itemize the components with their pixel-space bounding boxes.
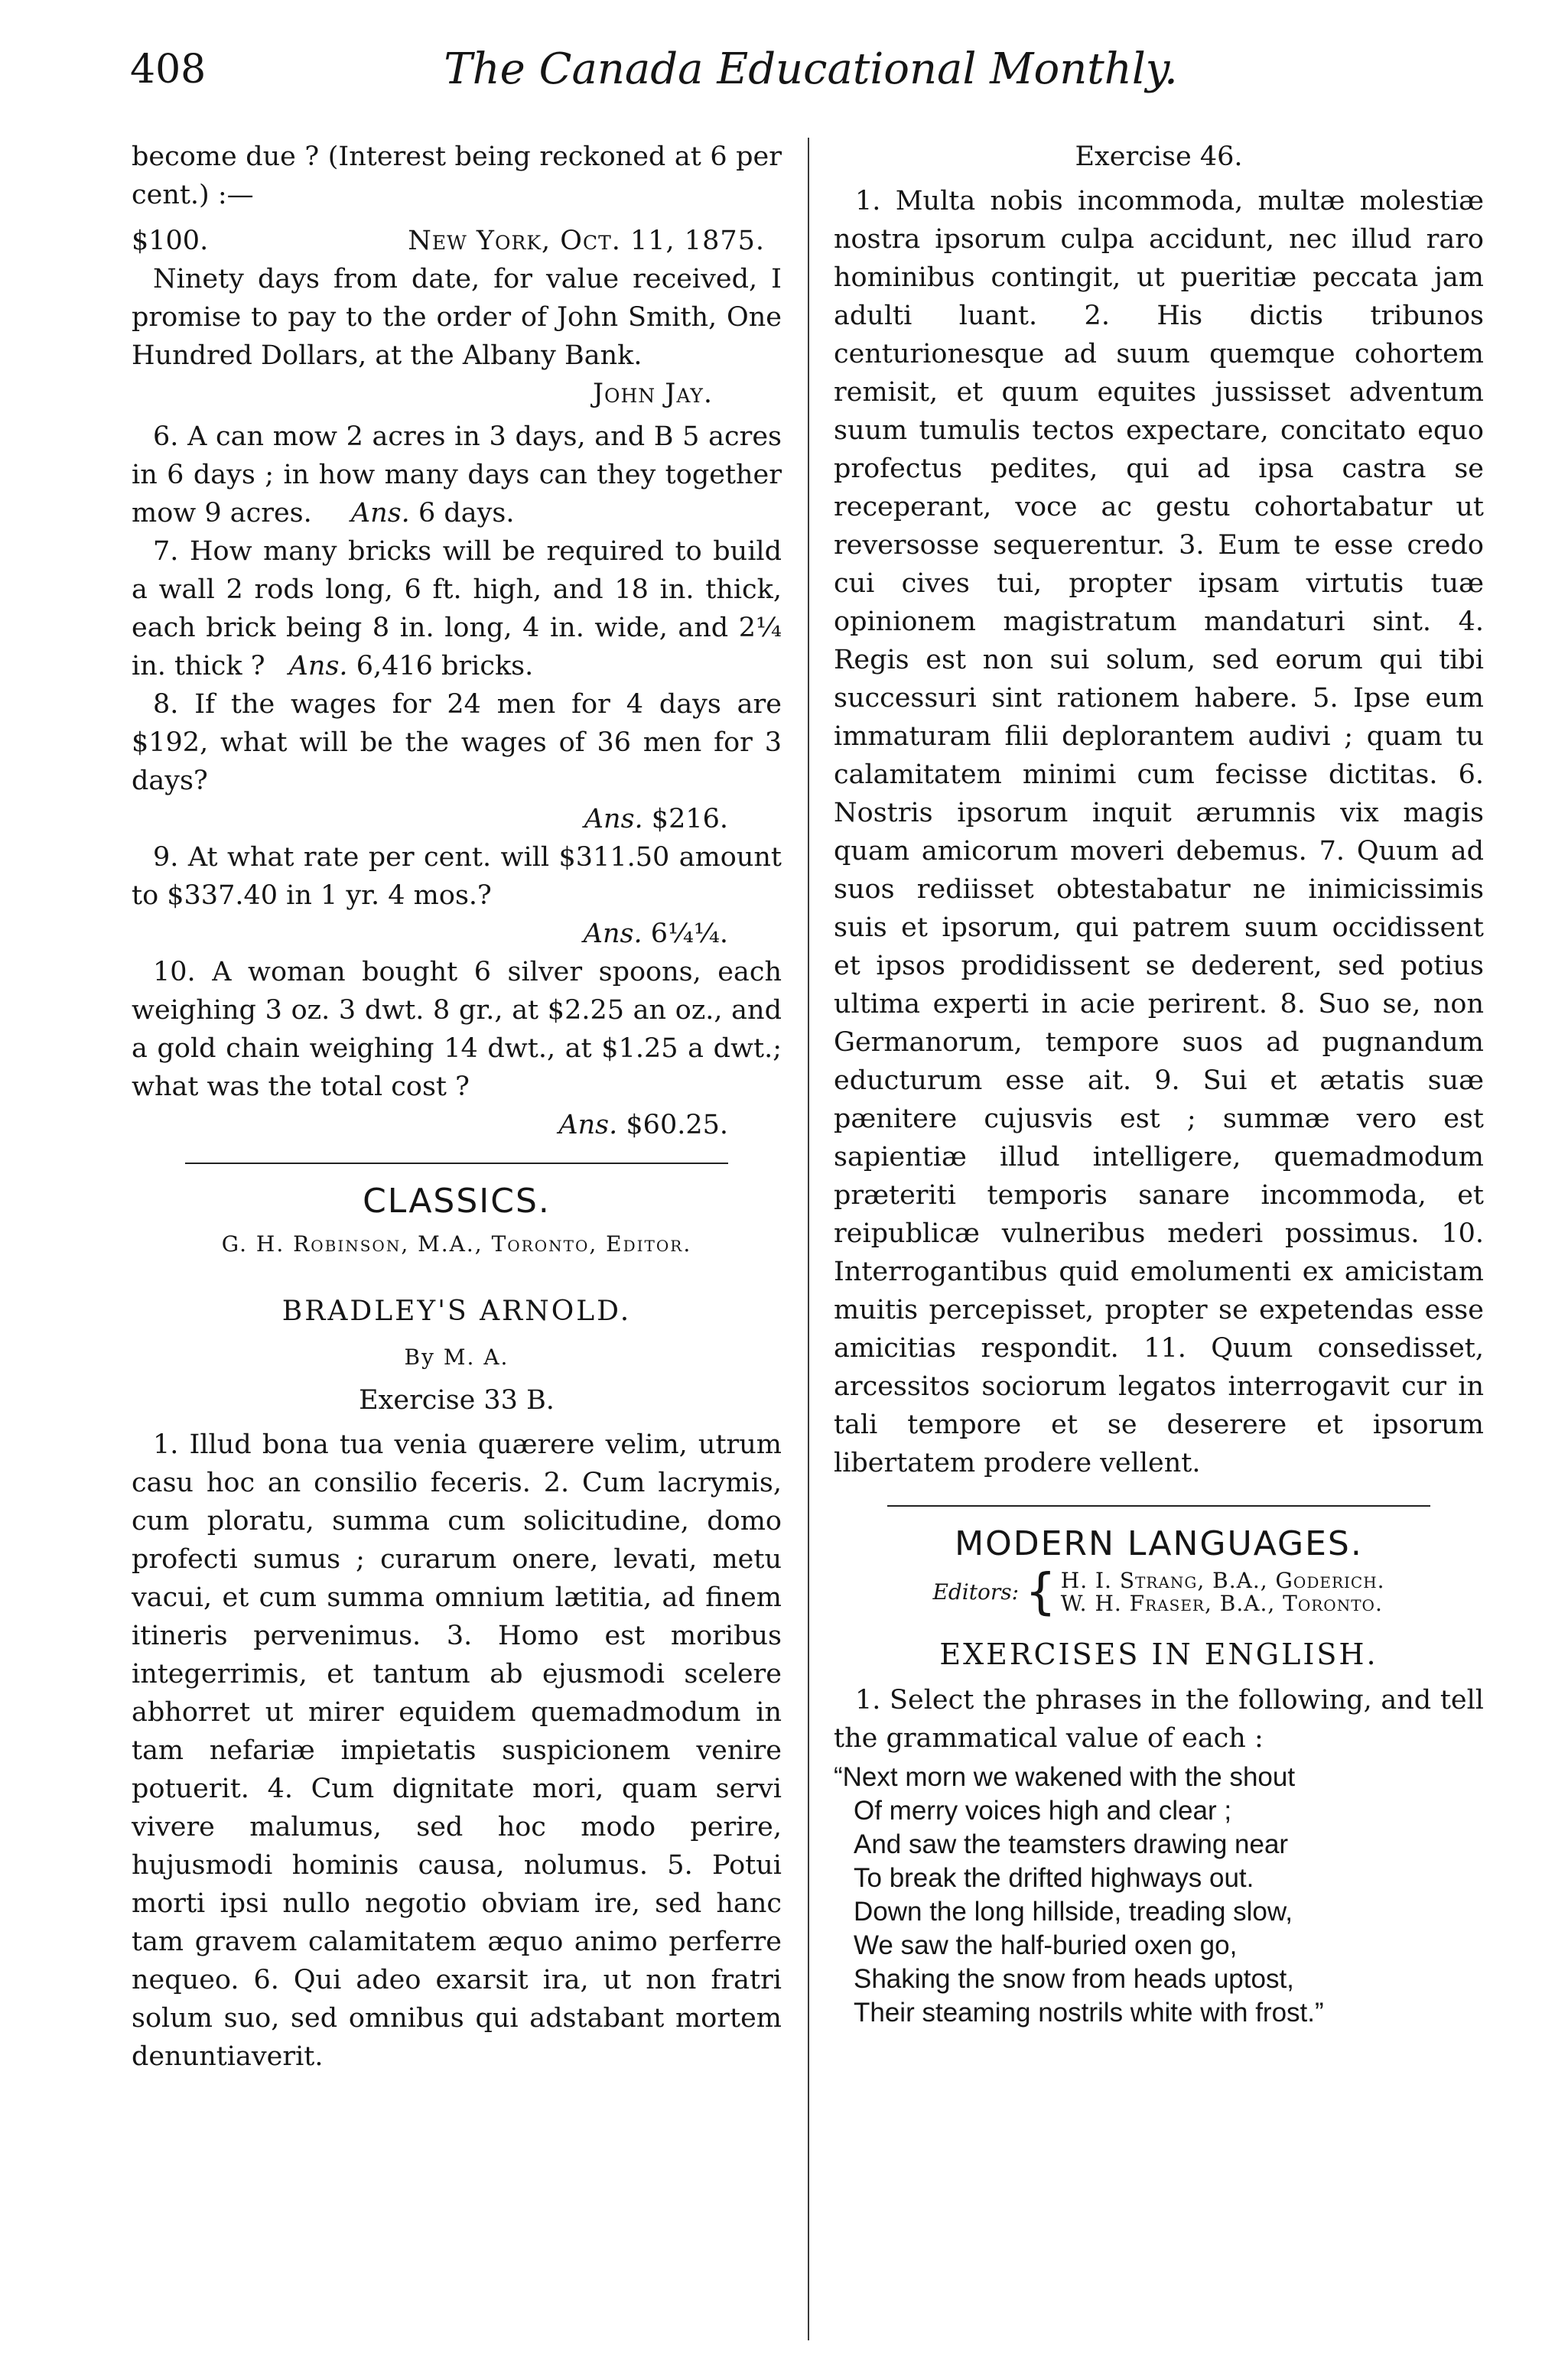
classics-editor: G. H. Robinson, M.A., Toronto, Editor.: [221, 1231, 692, 1257]
column-rule: [808, 138, 809, 2340]
editor-name: W. H. Fraser, B.A., Toronto.: [1060, 1591, 1383, 1616]
article-title: BRADLEY'S ARNOLD.: [281, 1296, 632, 1327]
poem-line: Shaking the snow from heads uptost,: [854, 1964, 1294, 1994]
answer-label: Ans.: [350, 498, 410, 528]
editors-label: Editors:: [932, 1579, 1020, 1605]
editor-names: [1061, 1569, 1385, 1615]
problem-text: 6. A can mow 2 acres in 3 days, and B 5 acres in 6 days ; in how many days can they together mow 9 acres.: [132, 421, 782, 528]
section-divider: [887, 1505, 1430, 1507]
exercise-heading: Exercise 46.: [1075, 141, 1243, 172]
problem-text: 8. If the wages for 24 men for 4 days are $192, what will be the wages of 36 men for 3 days?: [132, 689, 782, 796]
answer-label: Ans.: [558, 1110, 618, 1140]
modern-languages-heading: MODERN LANGUAGES.: [955, 1524, 1363, 1563]
answer-value: $60.25.: [626, 1110, 728, 1140]
journal-title: The Canada Educational Monthly.: [444, 44, 1178, 94]
answer-value: 6¼¼.: [650, 919, 728, 949]
promissory-note-heading: [132, 222, 782, 260]
note-amount: $100.: [132, 226, 209, 256]
problem-6: [132, 418, 782, 532]
note-signature: John Jay.: [592, 379, 713, 409]
note-place-date: New York, Oct. 11, 1875.: [408, 226, 765, 256]
classics-heading: CLASSICS.: [363, 1182, 551, 1221]
problem-10: [132, 953, 782, 1144]
left-column: [132, 138, 782, 2076]
page-header: [130, 43, 1492, 112]
question-1: 1. Select the phrases in the following, and tell the grammatical value of each :: [834, 1685, 1484, 1754]
answer-label: Ans.: [583, 919, 642, 949]
problem-7: [132, 532, 782, 685]
problem-text: 7. How many bricks will be required to build a wall 2 rods long, 6 ft. high, and 18 in. thick, each brick being 8 in. long, 4 in. wide, and 2¼ in. thick ?: [132, 536, 782, 681]
brace-glyph: {: [1025, 1564, 1056, 1621]
poem-line: Down the long hillside, treading slow,: [854, 1897, 1293, 1927]
exercise-heading: Exercise 33 B.: [359, 1385, 555, 1416]
poem-line: Of merry voices high and clear ;: [854, 1796, 1232, 1826]
editors-block: [834, 1564, 1484, 1621]
section-divider: [185, 1163, 728, 1164]
problem-8: [132, 685, 782, 838]
poem-line: To break the drifted highways out.: [854, 1863, 1254, 1893]
editor-name: H. I. Strang, B.A., Goderich.: [1060, 1568, 1385, 1593]
problem-text: 10. A woman bought 6 silver spoons, each weighing 3 oz. 3 dwt. 8 gr., at $2.25 an oz., and a gold chain weighing 14 dwt., at $1.25 a dwt.; what was the total cost ?: [132, 957, 782, 1102]
problem-continuation: become due ? (Interest being reckoned at 6 per cent.) :—: [132, 141, 782, 210]
exercises-heading: EXERCISES IN ENGLISH.: [939, 1637, 1378, 1671]
poem-line: And saw the teamsters drawing near: [854, 1829, 1289, 1859]
article-byline: By M. A.: [404, 1345, 509, 1370]
page-number: 408: [130, 47, 207, 93]
note-body: Ninety days from date, for value received, I promise to pay to the order of John Smith, One Hundred Dollars, at the Albany Bank.: [132, 264, 782, 371]
exercise-text: 1. Illud bona tua venia quærere velim, utrum casu hoc an consilio feceris. 2. Cum lacrymis, cum ploratu, summa cum solicitudine, domo profecti sumus ; curarum onere, levati, metu vacui, et cum summa omnium lætitia, ad finem itineris pervenimus. 3. Homo est moribus integerrimis, et tantum ab ejusmodi scelere abhorret ut mirer equidem quemadmodum in tam nefariæ impietatis suspicionem venire potuerit. 4. Cum dignitate mori, quam servi vivere malumus, sed hoc modo perire, hujusmodi hominis causa, nolumus. 5. Potui morti ipsi nullo negotio obviam ire, sed hanc tam gravem calamitatem æquo animo perferre nequeo. 6. Qui adeo exarsit ira, ut non fratri solum suo, sed omnibus qui adstabant mortem denuntiaverit.: [132, 1429, 782, 2072]
exercise-text: 1. Multa nobis incommoda, multæ molestiæ nostra ipsorum culpa accidunt, nec illud raro hominibus contingit, ut pueritiæ peccata jam adulti luant. 2. His dictis tribunos centurionesque ad suum quemque cohortem remisit, et quum equites jussisset adventum suum tumulis tectos expectare, concitato equo profectus pedites, qui ad ipsa castra se receperant, voce ac gestu cohortabatur ut reversosse sequerentur. 3. Eum te esse credo cui cives tui, propter ipsam virtutis tuæ opinionem magistratum mandaturi sint. 4. Regis est non sui solum, sed eorum qui tibi successuri sint rationem habere. 5. Ipse eum immaturam filii deplorantem audivi ; quam tu calamitatem minimi cum fecisse dictitas. 6. Nostris ipsorum inquit ærumnis vix magis quam amicorum moveri debemus. 7. Quum ad suos rediisset obtestabatur ne inimicissimis suis et ipsorum, qui patrem suum occidissent et ipsos prodidissent se dederent, sed potius ultima experti in acie perirent. 8. Suo se, non Germanorum, tempore suos ad pugnandum educturum esse ait. 9. Sui et ætatis suæ pænitere cujusvis est ; summæ vero est sapientiæ illud intelligere, quemadmodum præteriti temporis sanare incommoda, et reipublicæ vulneribus mederi possimus. 10. Interrogantibus quid emolumenti ex amicistam muitis percepisset, propter se expetendas esse amicitias respondit. 11. Quum consedisset, arcessitos sociorum legatos interrogavit cur in tali tempore et se deserere et ipsorum libertatem prodere vellent.: [834, 186, 1484, 1478]
answer-value: $216.: [651, 804, 728, 834]
problem-9: [132, 838, 782, 953]
poem-line: Their steaming nostrils white with frost.”: [854, 1998, 1324, 2028]
problem-text: 9. At what rate per cent. will $311.50 amount to $337.40 in 1 yr. 4 mos.?: [132, 842, 782, 911]
answer-value: 6 days.: [418, 498, 515, 528]
answer-value: 6,416 bricks.: [356, 651, 534, 681]
answer-label: Ans.: [584, 804, 643, 834]
right-column: [834, 138, 1484, 2030]
poem: [834, 1761, 1484, 2030]
answer-label: Ans.: [288, 651, 348, 681]
poem-line: We saw the half-buried oxen go,: [854, 1930, 1238, 1960]
poem-line: “Next morn we wakened with the shout: [834, 1762, 1296, 1792]
